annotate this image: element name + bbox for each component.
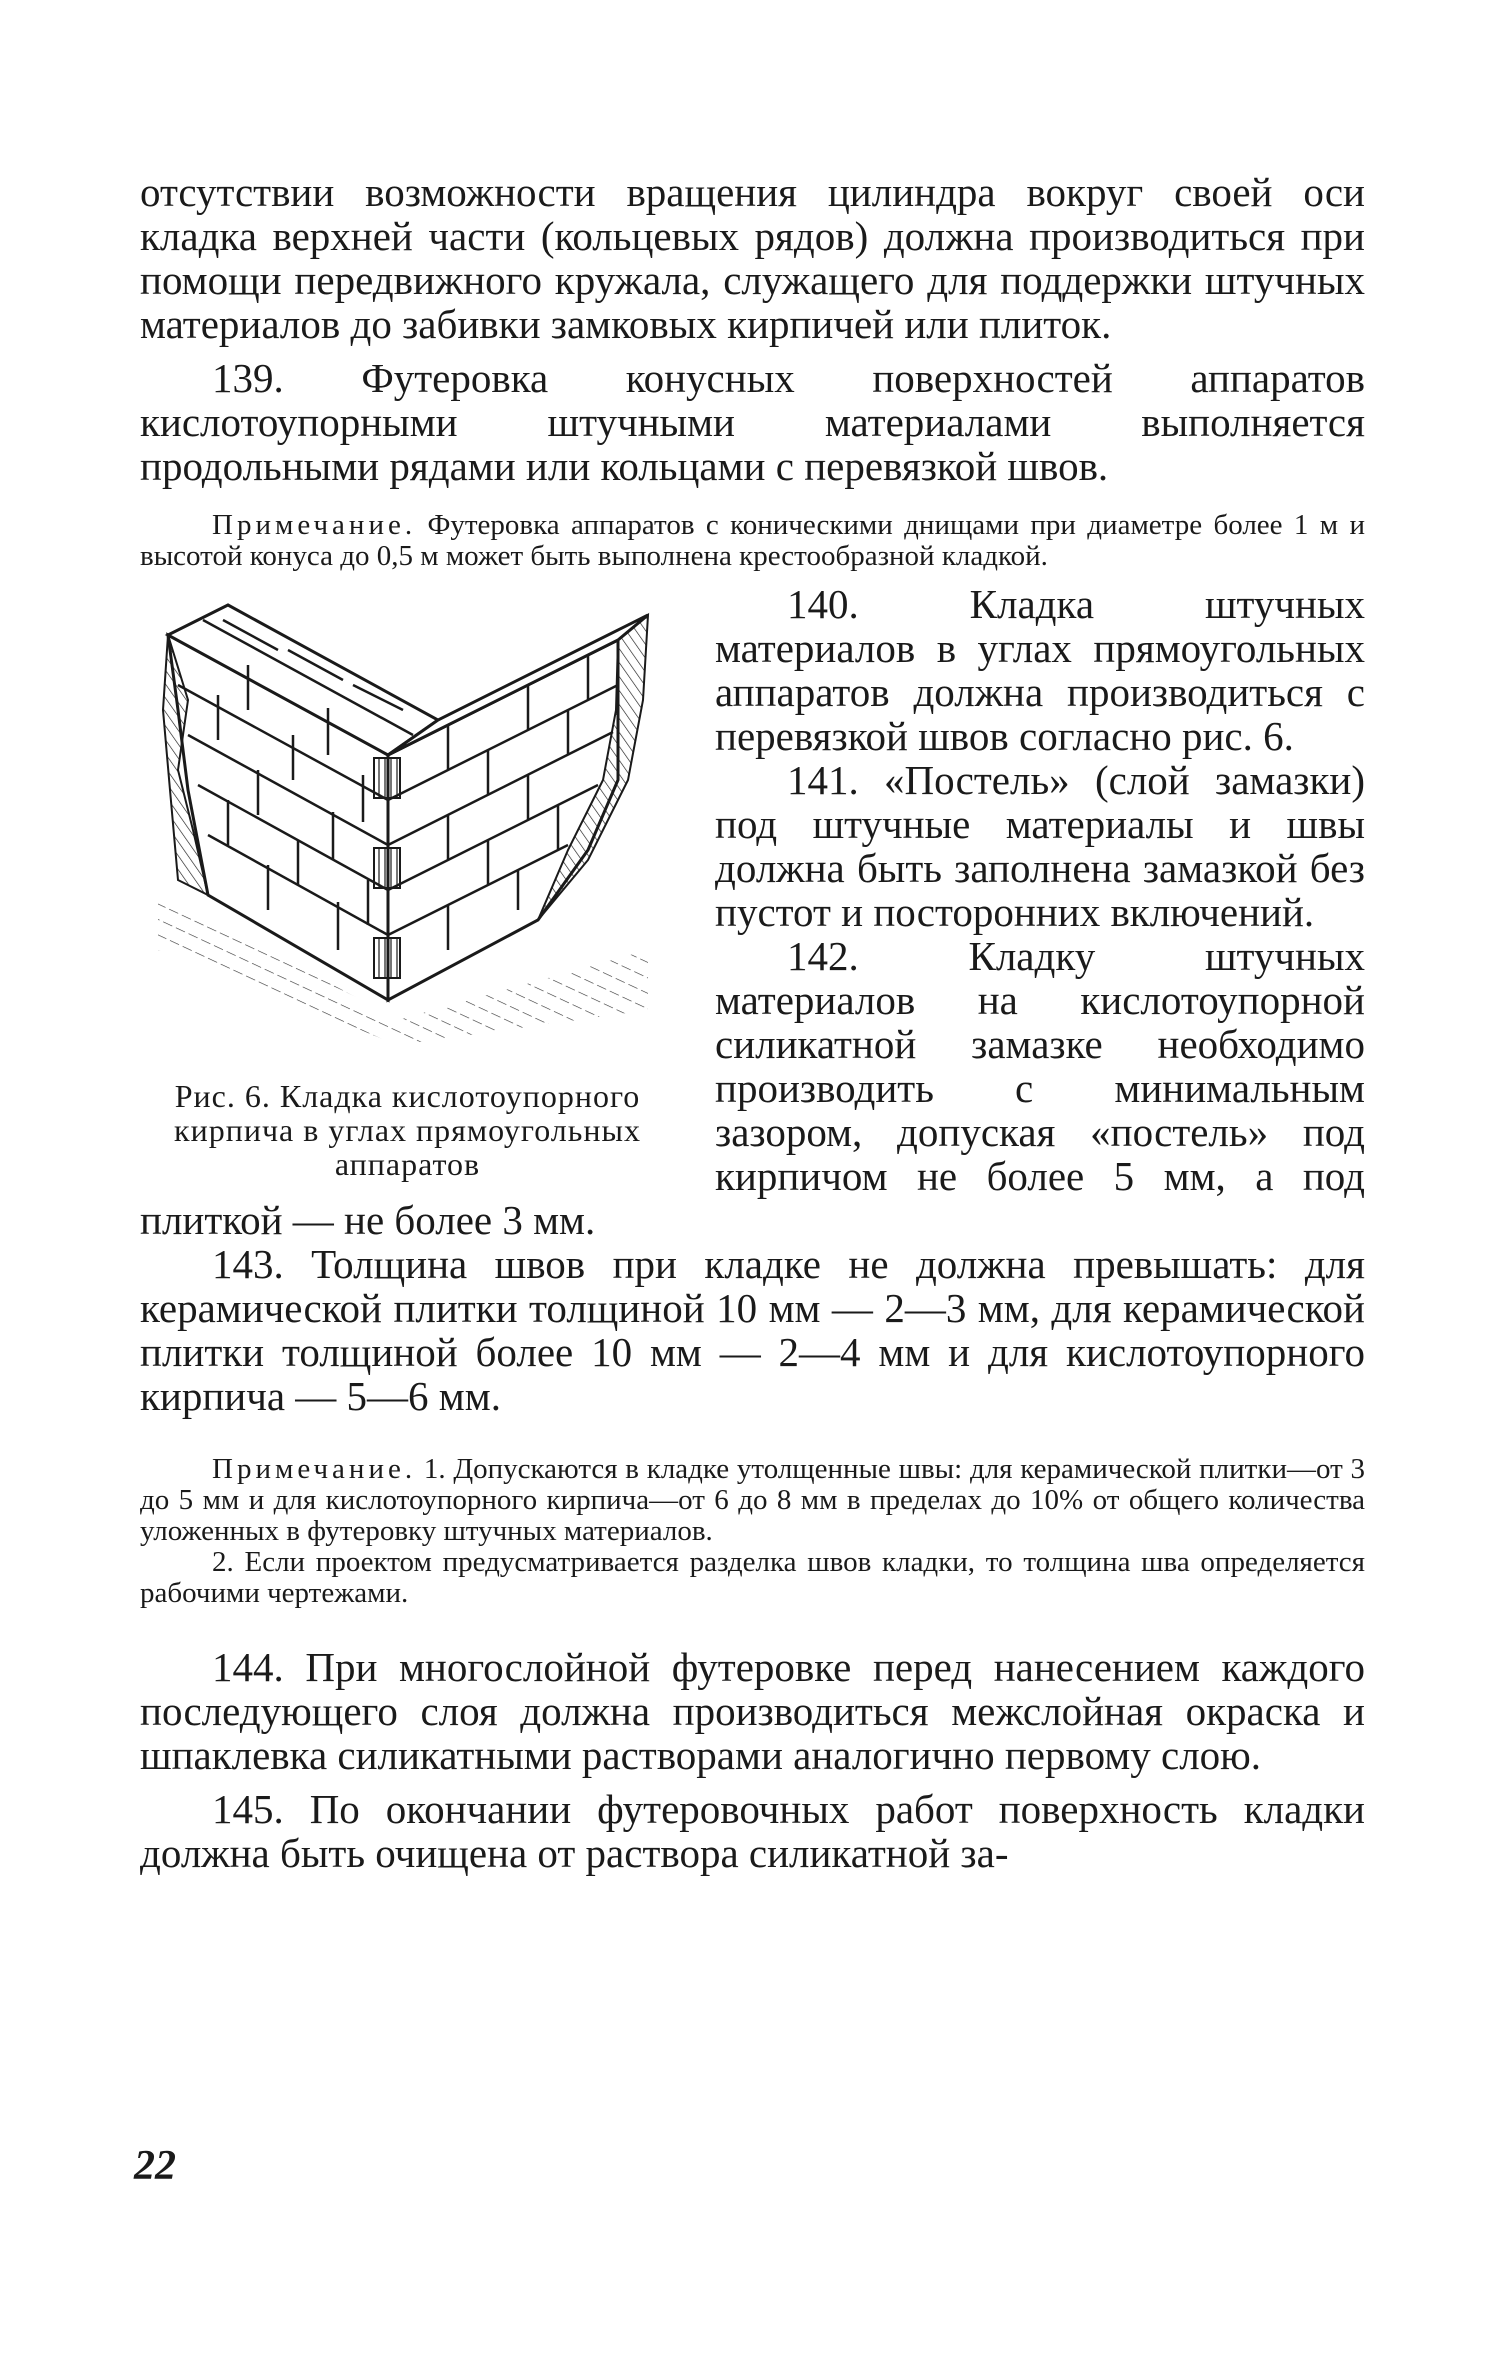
paragraph-139: 139. Футеровка конусных поверхностей аппаратов кислотоупорными штучными материалами выполняется продольными рядами или кольцами с перевязкой швов.: [140, 355, 1365, 489]
paragraph-142: 142. Кладку штучных материалов на кислотоупорной силикатной замазке необходимо производить с минимальным зазором, допуская «постель» под кирпичом не более 5 мм, а под плиткой — не более 3 мм.: [140, 933, 1365, 1243]
figure-6: [140, 590, 675, 1181]
note-1-text: Футеровка аппаратов с коническими днищами при диаметре более 1 м и высотой конуса до 0,5 м может быть выполнена крестообразной кладкой.: [140, 509, 1365, 572]
note-2: [140, 1454, 1365, 1547]
note-2-item-1: 1. Допускаются в кладке утолщенные швы: для керамической плитки—от 3 до 5 мм и для кислотоупорного кирпича—от 6 до 8 мм в пределах до 10% от общего количества уложенных в футеровку штучных материалов.: [140, 1453, 1365, 1547]
paragraph-141: 141. «Постель» (слой замазки) под штучные материалы и швы должна быть заполнена замазкой без пустот и посторонних включений.: [715, 757, 1365, 935]
page-number: 22: [134, 2143, 176, 2189]
paragraph-144: 144. При многослойной футеровке перед нанесением каждого последующего слоя должна производиться межслойная окраска и шпаклевка силикатными растворами аналогично первому слою.: [140, 1644, 1365, 1778]
paragraph-145: 145. По окончании футеровочных работ поверхность кладки должна быть очищена от раствора силикатной за-: [140, 1786, 1365, 1876]
brick-corner-illustration: [148, 590, 668, 1045]
note-1-label: Примечание.: [212, 509, 417, 541]
paragraph-143: 143. Толщина швов при кладке не должна превышать: для керамической плитки толщиной 10 мм — 2—3 мм, для керамической плитки толщиной более 10 мм — 2—4 мм и для кислотоупорного кирпича — 5—6 мм.: [140, 1241, 1365, 1419]
note-2-item-2: 2. Если проектом предусматривается разделка швов кладки, то толщина шва определяется рабочими чертежами.: [140, 1546, 1365, 1609]
paragraph-140: 140. Кладка штучных материалов в углах прямоугольных аппаратов должна производиться с перевязкой швов согласно рис. 6.: [715, 581, 1365, 759]
figure-flow: [140, 582, 1365, 1242]
paragraph-continuation: отсутствии возможности вращения цилиндра вокруг своей оси кладка верхней части (кольцевых рядов) должна производиться при помощи передвижного кружала, служащего для поддержки штучных материалов до забивки замковых кирпичей или плиток.: [140, 169, 1365, 347]
note-2-label: Примечание.: [212, 1453, 417, 1485]
corner-end-faces: [374, 758, 400, 978]
figure-caption: Рис. 6. Кладка кислотоупорного кирпича в углах прямоугольных аппаратов: [174, 1078, 641, 1182]
note-1: [140, 510, 1365, 572]
page-content: [140, 170, 1365, 1875]
